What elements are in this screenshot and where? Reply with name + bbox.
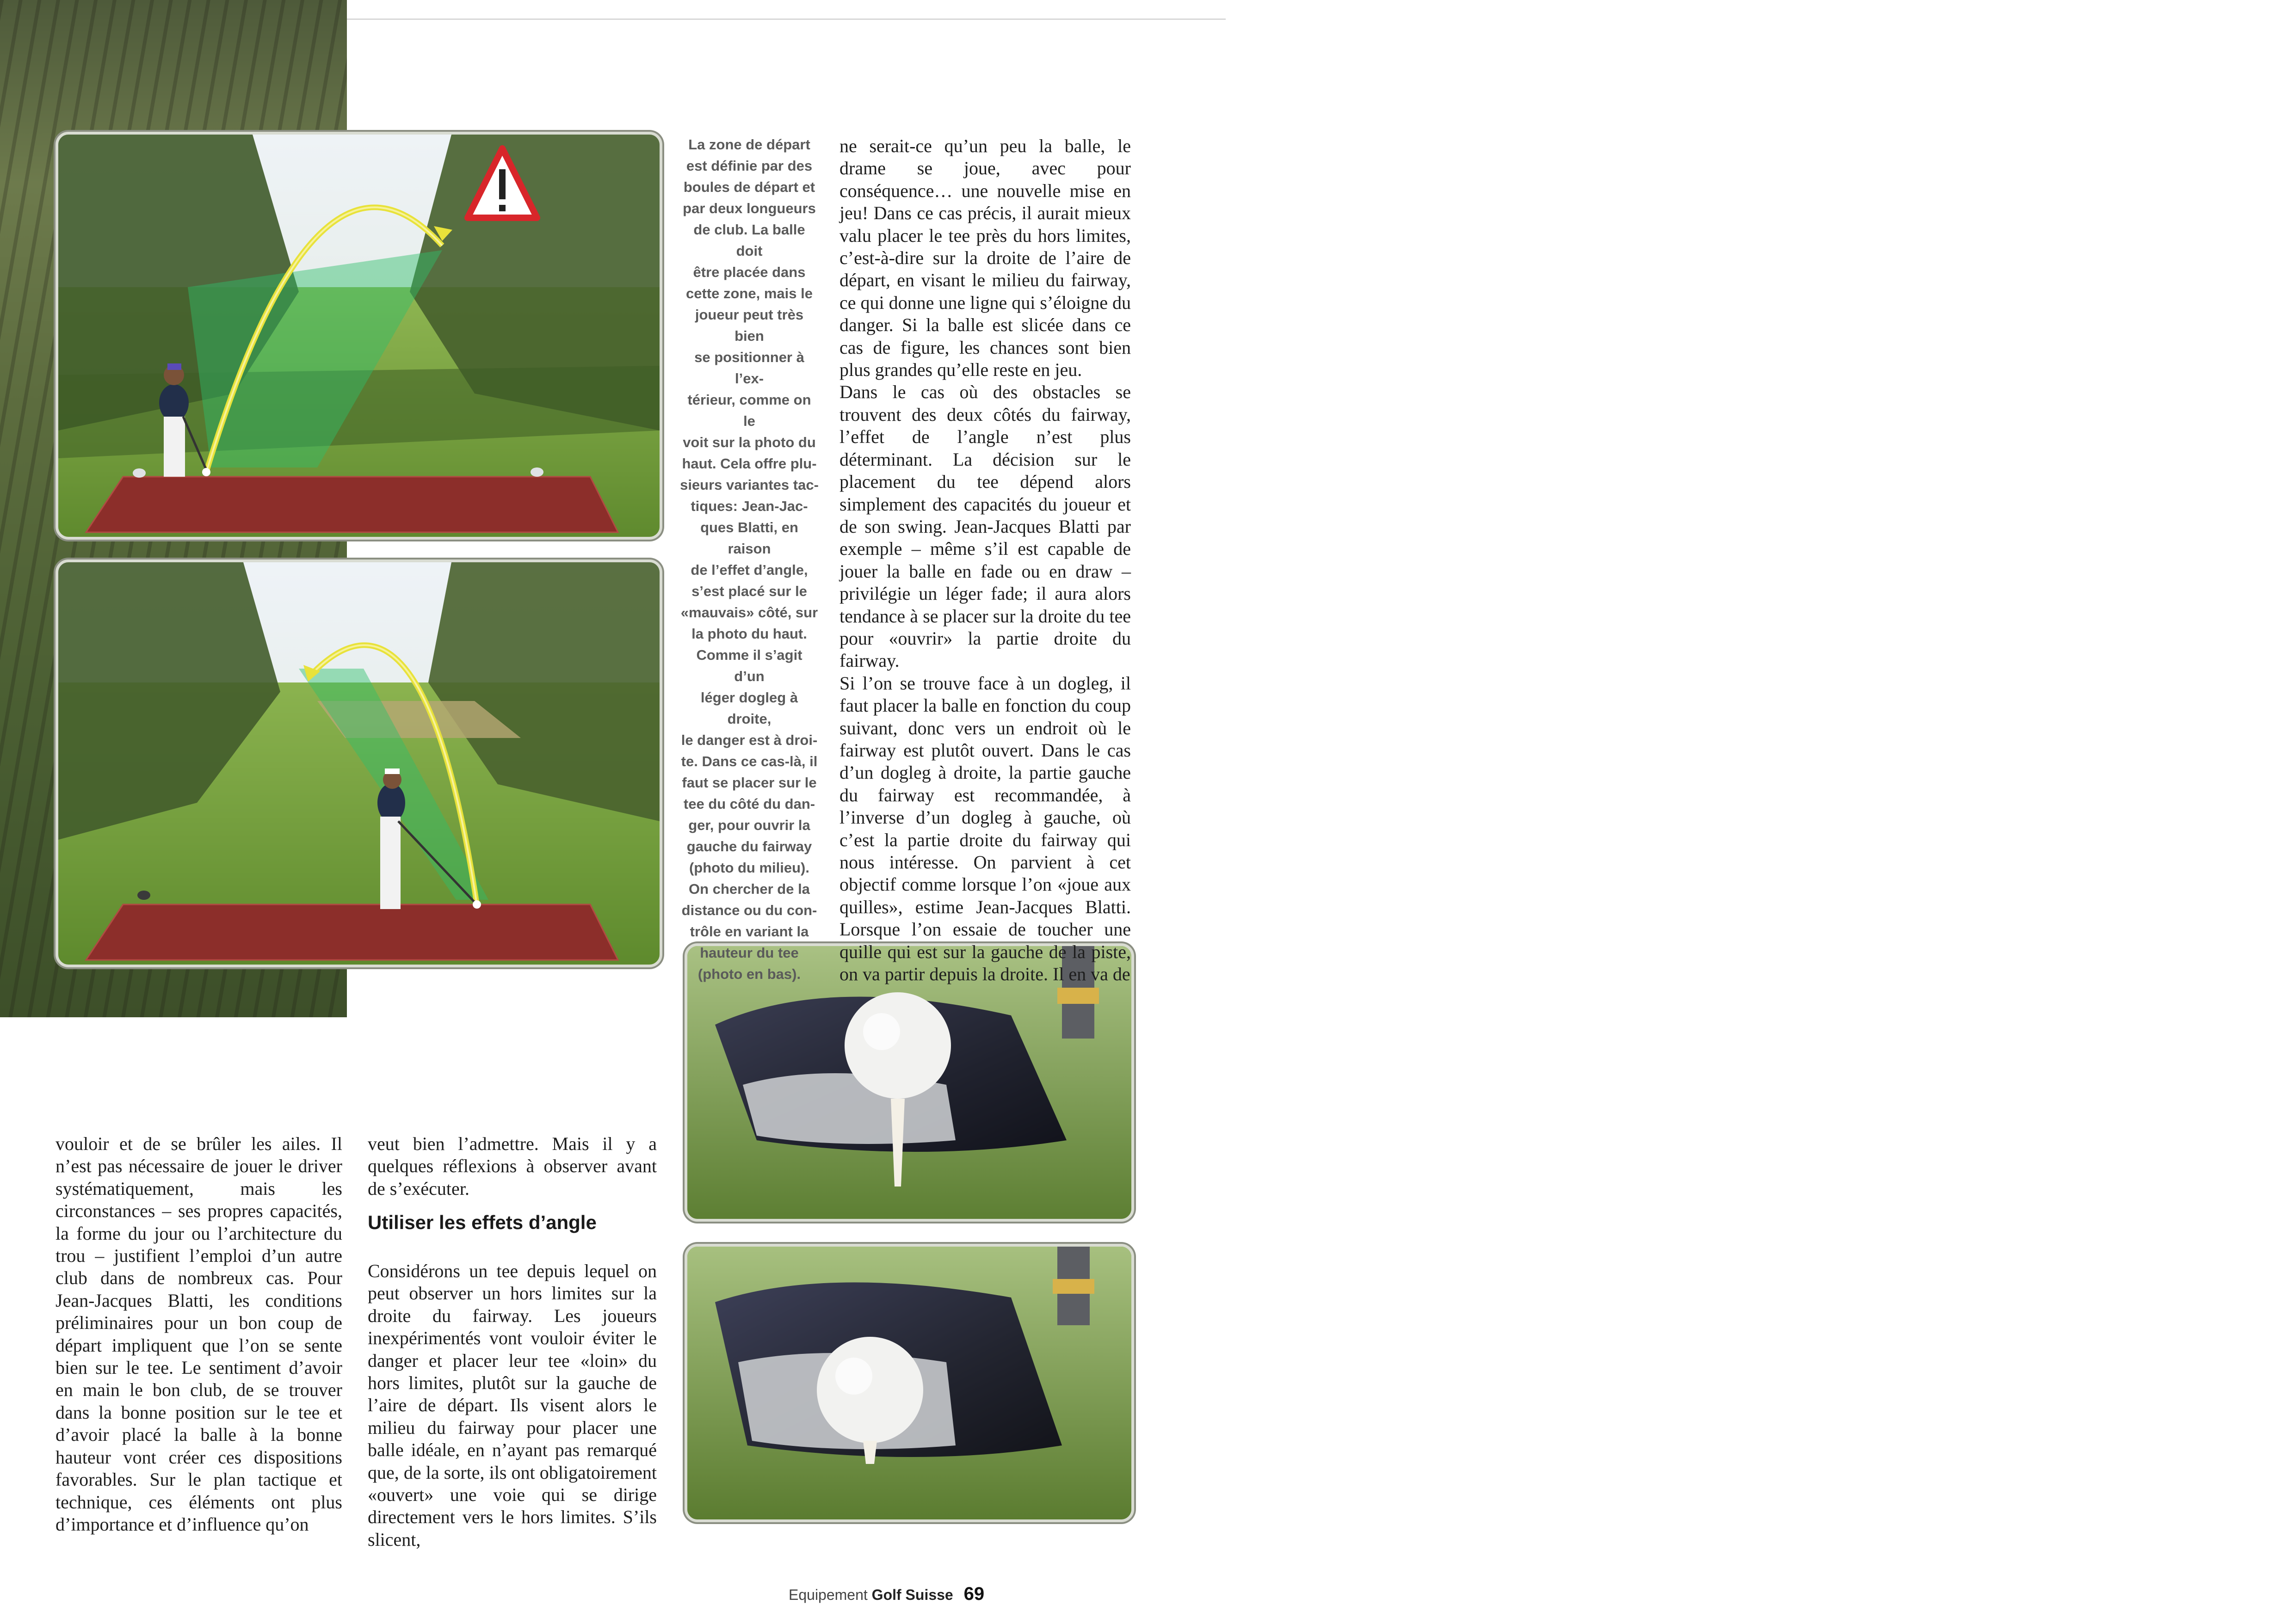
caption-line: s’est placé sur le	[691, 583, 807, 599]
caption-line: joueur peut très bien	[695, 307, 804, 344]
caption-line: de club. La balle doit	[693, 221, 805, 259]
caption-line: la photo du haut.	[691, 626, 807, 642]
caption-line: cette zone, mais le	[686, 285, 813, 301]
body-column-middle-continued	[368, 1260, 657, 1551]
caption-line: être placée dans	[693, 264, 806, 280]
caption-line: (photo en bas).	[697, 966, 801, 982]
section-heading: Utiliser les effets d’angle	[368, 1211, 597, 1233]
body-column-left	[56, 1133, 342, 1536]
paragraph: vouloir et de se brûler les ailes. Il n’est pas nécessaire de jouer le driver systématiquement, mais les circonstances – ses propres capacités, la forme du jour ou l’architecture du trou – justifient l’emploi d’un autre club dans de nombreux cas. Pour Jean-Jacques Blatti, les conditions préliminaires pour un bon coup de départ impliquent que l’on se sente bien sur le tee. Le sentiment d’avoir en main le bon club, de se trouver dans la bonne position sur le tee et d’avoir placé la balle à la bonne hauteur vont créer ces dispositions favorables. Sur le plan tactique et technique, ces éléments ont plus d’importance et d’influence qu’on	[56, 1133, 342, 1535]
footer-magazine: Golf Suisse	[871, 1586, 953, 1603]
paragraph: ne serait-ce qu’un peu la balle, le drame se joue, avec pour conséquence… une nouvelle mise en jeu! Dans ce cas précis, il aurait mieux valu placer le tee près du hors limites, c’est-à-dire sur la droite de l’aire de départ, en visant le milieu du fairway, ce qui donne une ligne qui s’éloigne du danger. Si la balle est slicée dans ce cas de figure, les chances sont bien plus grandes qu’elle reste en jeu.	[839, 135, 1131, 381]
caption-line: La zone de départ	[688, 136, 810, 153]
footer-section: Equipement	[789, 1586, 868, 1603]
caption-line: «mauvais» côté, sur	[680, 604, 818, 621]
caption-line: On chercher de la	[689, 881, 810, 897]
caption-line: ger, pour ouvrir la	[688, 817, 810, 833]
caption-line: boules de départ et	[683, 179, 815, 195]
caption-line: se positionner à l’ex-	[694, 349, 804, 387]
caption-line: Comme il s’agit d’un	[696, 647, 802, 684]
photo-driver-low-tee	[685, 1244, 1134, 1522]
paragraph: Considérons un tee depuis lequel on peut observer un hors limites sur la droite du fairway. Les joueurs inexpérimentés vont vouloir éviter le danger et placer leur tee «loin» du hors limites, plutôt sur la gauche de l’aire de départ. Ils visent alors le milieu du fairway pour placer une balle idéale, en n’ayant pas remarqué que, de la sorte, ils ont obligatoirement «ouvert» une voie qui se dirige directement vers le hors limites. S’ils slicent,	[368, 1260, 657, 1550]
photo-tee-shot-middle	[56, 559, 662, 967]
caption-line: faut se placer sur le	[682, 775, 817, 791]
caption-line: voit sur la photo du	[683, 434, 816, 450]
paragraph: veut bien l’admettre. Mais il y a quelques réflexions à observer avant de s’exécuter.	[368, 1133, 657, 1199]
caption-line: sieurs variantes tac-	[680, 477, 819, 493]
caption-line: distance ou du con-	[681, 902, 817, 918]
photo-caption	[680, 134, 819, 985]
caption-line: le danger est à droi-	[681, 732, 818, 748]
caption-line: hauteur du tee	[700, 945, 799, 961]
caption-line: ques Blatti, en raison	[700, 519, 798, 557]
caption-line: de l’effet d’angle,	[691, 562, 808, 578]
caption-line: te. Dans ce cas-là, il	[681, 753, 818, 769]
page-footer	[789, 1584, 984, 1605]
scan-edge	[347, 0, 1226, 20]
caption-line: léger dogleg à droite,	[700, 689, 798, 727]
body-column-middle	[368, 1133, 657, 1200]
paragraph: Dans le cas où des obstacles se trouvent des deux côtés du fairway, l’effet de l’angle n’est plus déterminant. La décision sur le placement du tee dépend alors simplement des capacités du joueur et de son swing. Jean-Jacques Blatti par exemple – même s’il est capable de jouer la balle en fade ou en draw – privilégie un léger fade; il aura alors tendance à se placer sur la droite du tee pour «ouvrir» la partie droite du fairway.	[839, 381, 1131, 671]
caption-line: (photo du milieu).	[689, 860, 809, 876]
caption-line: tee du côté du dan-	[683, 796, 815, 812]
caption-line: gauche du fairway	[686, 838, 812, 855]
paragraph: Si l’on se trouve face à un dogleg, il faut placer la balle en fonction du coup suivant, donc vers un endroit où le fairway est plutôt ouvert. Dans le cas d’un dogleg à droite, la partie gauche du fairway est recommandée, à l’inverse d’un dogleg à gauche, où c’est la partie droite du fairway qui nous intéresse. On parvient à cet objectif comme lorsque l’on «joue aux quilles», estime Jean-Jacques Blatti. Lorsque l’on essaie de toucher une quille qui est sur la gauche de la piste, on va partir depuis la droite. Il en va de	[839, 672, 1131, 985]
caption-line: par deux longueurs	[683, 200, 816, 216]
page-number: 69	[963, 1584, 985, 1604]
caption-line: térieur, comme on le	[687, 392, 811, 429]
caption-line: trôle en variant la	[690, 923, 809, 940]
caption-line: est définie par des	[686, 158, 813, 174]
caption-line: haut. Cela offre plu-	[682, 455, 817, 472]
caption-line: tiques: Jean-Jac-	[691, 498, 808, 514]
body-column-right	[839, 135, 1131, 985]
photo-tee-shot-top	[56, 132, 662, 540]
